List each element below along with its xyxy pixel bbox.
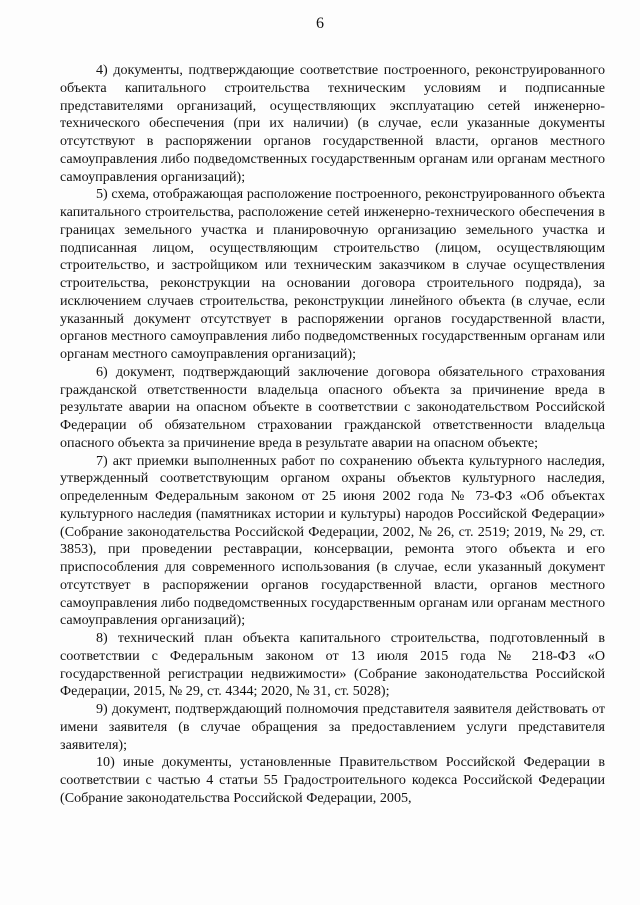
document-body: [60, 62, 605, 808]
paragraph-item-10: 10) иные документы, установленные Правительством Российской Федерации в соответствии с частью 4 статьи 55 Градостроительного кодекса Российской Федерации (Собрание законодательства Российской Федерации, 2005,: [60, 754, 605, 806]
paragraph-item-9: 9) документ, подтверждающий полномочия представителя заявителя действовать от имени заявителя (в случае обращения за предоставлением услуги представителя заявителя);: [60, 701, 605, 753]
paragraph-item-6: 6) документ, подтверждающий заключение договора обязательного страхования гражданской ответственности владельца опасного объекта за причинение вреда в результате аварии на опасном объекте в соответствии с законодательством Российской Федерации об обязательном страховании гражданской ответственности владельца опасного объекта за причинение вреда в результате аварии на опасном объекте;: [60, 363, 605, 451]
paragraph-item-5: 5) схема, отображающая расположение построенного, реконструированного объекта капитального строительства, расположение сетей инженерно-технического обеспечения в границах земельного участка и планировочную организацию земельного участка и подписанная лицом, осуществляющим строительство (лицом, осуществляющим строительство, и застройщиком или техническим заказчиком в случае осуществления строительства, реконструкции на основании договора строительного подряда), за исключением случаев строительства, реконструкции линейного объекта (в случае, если указанный документ отсутствует в распоряжении органов государственной власти, органов местного самоуправления либо подведомственных государственным органам или органам местного самоуправления организаций);: [60, 186, 605, 362]
paragraph-item-4: 4) документы, подтверждающие соответствие построенного, реконструированного объекта капитального строительства техническим условиям и подписанные представителями организаций, осуществляющих эксплуатацию сетей инженерно-технического обеспечения (при их наличии) (в случае, если указанные документы отсутствуют в распоряжении органов государственной власти, органов местного самоуправления либо подведомственных государственным органам или органам местного самоуправления организаций);: [60, 62, 605, 185]
paragraph-item-8: 8) технический план объекта капитального строительства, подготовленный в соответствии с Федеральным законом от 13 июля 2015 года № 218-ФЗ «О государственной регистрации недвижимости» (Собрание законодательства Российской Федерации, 2015, № 29, ст. 4344; 2020, № 31, ст. 5028);: [60, 630, 605, 700]
page-number: 6: [316, 15, 324, 32]
paragraph-item-7: 7) акт приемки выполненных работ по сохранению объекта культурного наследия, утвержденный соответствующим органом охраны объектов культурного наследия, определенным Федеральным законом от 25 июня 2002 года № 73-ФЗ «Об объектах культурного наследия (памятниках истории и культуры) народов Российской Федерации» (Собрание законодательства Российской Федерации, 2002, № 26, ст. 2519; 2019, № 29, ст. 3853), при проведении реставрации, консервации, ремонта этого объекта и его приспособления для современного использования (в случае, если указанный документ отсутствует в распоряжении органов государственной власти, органов местного самоуправления либо подведомственных государственным органам или органам местного самоуправления организаций);: [60, 452, 605, 629]
